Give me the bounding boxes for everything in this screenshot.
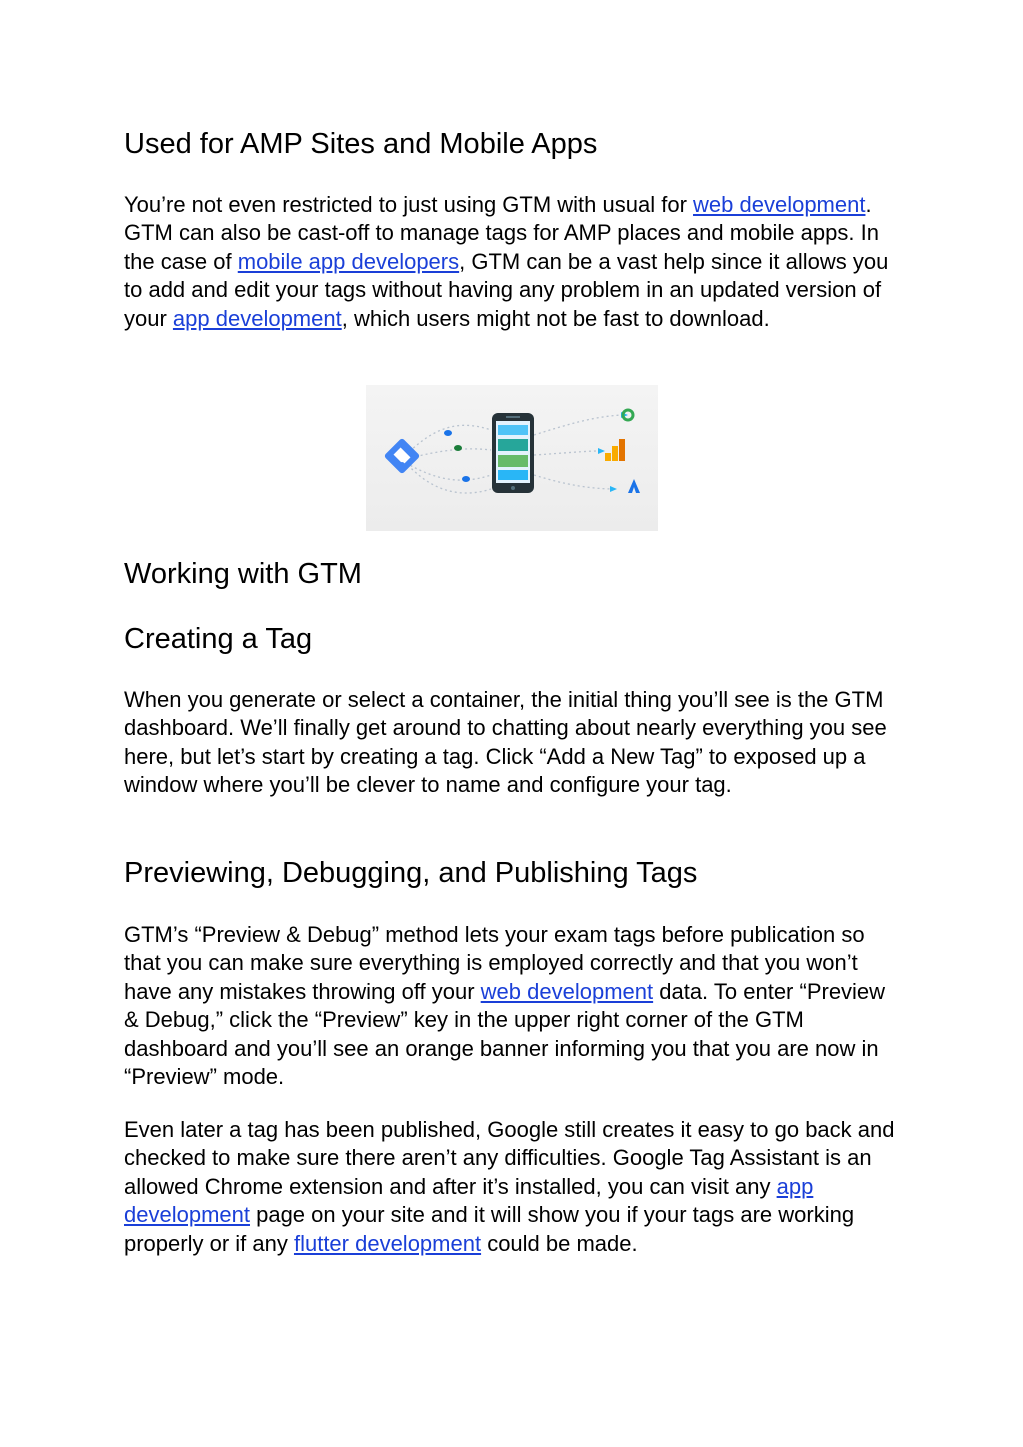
paragraph-tag-assistant: Even later a tag has been published, Google still creates it easy to go back and checked to make sure there aren’t any difficulties. Google Tag Assistant is an allowed Chrome extension and after it’s installed, you can visit any app development page on your site and it will show you if your tags are working properly or if any flutter development could be made. xyxy=(124,1117,895,1256)
heading-amp: Used for AMP Sites and Mobile Apps xyxy=(124,128,598,160)
link-web-development-2[interactable]: web development xyxy=(480,978,654,1004)
link-app-development-2[interactable]: app development xyxy=(124,1173,814,1228)
heading-previewing: Previewing, Debugging, and Publishing Tags xyxy=(124,857,698,889)
link-flutter-development[interactable]: flutter development xyxy=(293,1230,482,1256)
analytics-bars-icon xyxy=(605,439,625,461)
paragraph-preview: GTM’s “Preview & Debug” method lets your exam tags before publication so that you can make sure everything is employed correctly and that you won’t have any mistakes throwing off your web development data. To enter “Preview & Debug,” click the “Preview” key in the upper right corner of the GTM dashboard and you’ll see an orange banner informing you that you are now in “Preview” mode. xyxy=(124,922,886,1090)
gtm-diamond-icon xyxy=(384,438,421,475)
gtm-mobile-illustration xyxy=(366,385,658,531)
link-app-development[interactable]: app development xyxy=(172,305,342,331)
paragraph-amp: You’re not even restricted to just using GTM with usual for web development. GTM can also be cast-off to manage tags for AMP places and mobile apps. In the case of mobile app developers, GTM can be a vast help since it allows you to add and edit your tags without having any problem in an updated version of your app development, which users might not be fast to download. xyxy=(124,192,889,331)
link-web-development[interactable]: web development xyxy=(693,192,866,217)
paragraph-creating: When you generate or select a container, the initial thing you’ll see is the GTM dashboard. We’ll finally get around to chatting about nearly everything you see here, but let’s start by creating a tag. Click “Add a New Tag” to exposed up a window where you’ll be clever to name and configure your tag. xyxy=(124,687,887,798)
heading-working-with-gtm: Working with GTM xyxy=(124,558,362,590)
ads-a-icon xyxy=(628,479,640,493)
link-mobile-app-developers[interactable]: mobile app developers xyxy=(237,248,460,274)
phone-icon xyxy=(492,413,534,493)
heading-creating-a-tag: Creating a Tag xyxy=(124,623,313,655)
